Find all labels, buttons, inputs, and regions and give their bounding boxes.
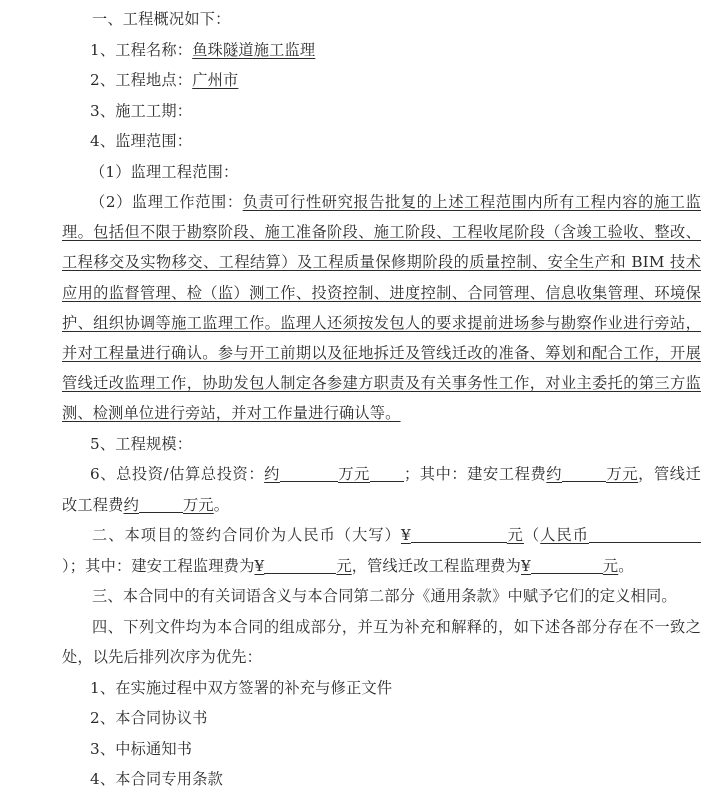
scope-sub-2 [62,187,701,429]
construction-approx-word: 约 [546,465,563,484]
section-4-documents: 四、下列文件均为本合同的组成部分，并互为补充和解释的，如下述各部分存在不一致之处，以先后排列次序为优先： [62,617,701,667]
project-location-value: 广州市 [192,71,239,89]
construction-unit: 万元 [606,465,639,484]
rmb-amount-blank[interactable] [589,542,701,543]
project-name-label: 1、工程名称： [90,40,193,59]
scope-sub-1 [62,157,701,188]
investment-trailing-blank[interactable] [370,481,404,482]
total-amount-blank[interactable] [411,542,507,543]
investment-label: 6、总投资/估算总投资： [90,465,265,484]
pipeline-fee-label: ，管线迁改工程监理费为 [351,556,521,575]
currency-symbol: ¥ [400,526,411,545]
paren-open: （ [523,526,541,545]
pipeline-fee-group [521,557,618,575]
investment-approx-word: 约 [264,465,280,484]
pipeline-amount-blank[interactable] [139,512,183,513]
supervision-scope-label: 4、监理范围： [90,132,193,150]
construction-period-label: 3、施工工期： [90,101,193,120]
section-1-heading: 一、工程概况如下： [92,10,231,28]
supervision-fee-unit: 元 [336,556,352,575]
rmb-label: 人民币 [540,526,589,545]
document-list-item-4: 4、本合同专用条款 [90,770,223,789]
pipeline-unit: 万元 [182,495,214,514]
construction-cost-group [546,465,638,483]
project-location-label: 2、工程地点： [90,71,193,89]
project-scale-label: 5、工程规模： [90,434,193,453]
investment-mid-text: ；其中：建安工程费 [404,465,547,484]
scope-sub-2-label: （2）监理工作范围： [90,193,243,211]
investment-item [62,459,701,520]
pipeline-fee-blank[interactable] [531,573,603,574]
rmb-group [540,526,701,544]
section-2-end-punct: 。 [618,556,634,575]
scope-sub-2-body: 负责可行性研究报告批复的上述工程范围内所有工程内容的施工监理。包括但不限于勘察阶段、施工准备阶段、施工阶段、工程收尾阶段（含竣工验收、整改、工程移交及实物移交、工程结算）及工程质量保修期阶段的质量控制、安全生产和 BIM 技术应用的监督管理、检（监）测工作、投资控制、进度控制、合同管理、信息收集管理、环境保护、组织协调等施工监理工作。监理人还须按发包人的要求提前进场参与勘察作业进行旁站，并对工程量进行确认。参与开工前期以及征地拆迁及管线迁改的准备、筹划和配合工作，开展管线迁改监理工作，协助发包人制定各参建方职责及有关事务性工作，对业主委托的第三方监测、检测单位进行旁站，并对工作量进行确认等。 [62,193,701,423]
supervision-fee-blank[interactable] [264,573,336,574]
construction-period-item [62,96,701,127]
scope-sub-1-label: （1）监理工程范围： [90,162,239,181]
project-location-item [62,65,701,96]
section-2-mid: ；其中： [69,556,132,575]
total-amount-unit: 元 [506,526,524,545]
pipeline-fee-unit: 元 [602,556,619,575]
document-list-item-3: 3、中标通知书 [90,739,193,758]
document-list-item-2: 2、本合同协议书 [90,709,208,728]
supervision-fee-label: 建安工程监理费为 [131,556,255,575]
section-3-definitions: 三、本合同中的有关词语含义与本合同第二部分《通用条款》中赋予它们的定义相同。 [92,587,677,606]
document-list-item-1: 1、在实施过程中双方签署的补充与修正文件 [90,678,393,697]
pipeline-cost-lead: ，管线迁改工程费 [62,465,701,514]
supervision-currency-symbol: ¥ [254,556,265,575]
pipeline-cost-group [124,496,214,514]
paren-close: ） [62,556,70,575]
investment-total-group [264,465,404,483]
supervision-fee-group [254,557,351,575]
section-2-lead: 二、本项目的签约合同价为人民币（大写） [92,526,401,545]
project-name-item [62,35,701,66]
project-scale-item [62,429,701,460]
investment-amount-blank[interactable] [280,481,338,482]
investment-end-punct: 。 [213,495,230,514]
section-2-contract-price [62,520,701,581]
total-price-group [401,526,524,544]
construction-amount-blank[interactable] [562,481,606,482]
project-name-value: 鱼珠隧道施工监理 [192,40,316,59]
investment-unit: 万元 [337,465,370,484]
pipeline-approx-word: 约 [123,495,139,514]
supervision-scope-item [62,126,701,157]
pipeline-currency-symbol: ¥ [521,556,531,575]
